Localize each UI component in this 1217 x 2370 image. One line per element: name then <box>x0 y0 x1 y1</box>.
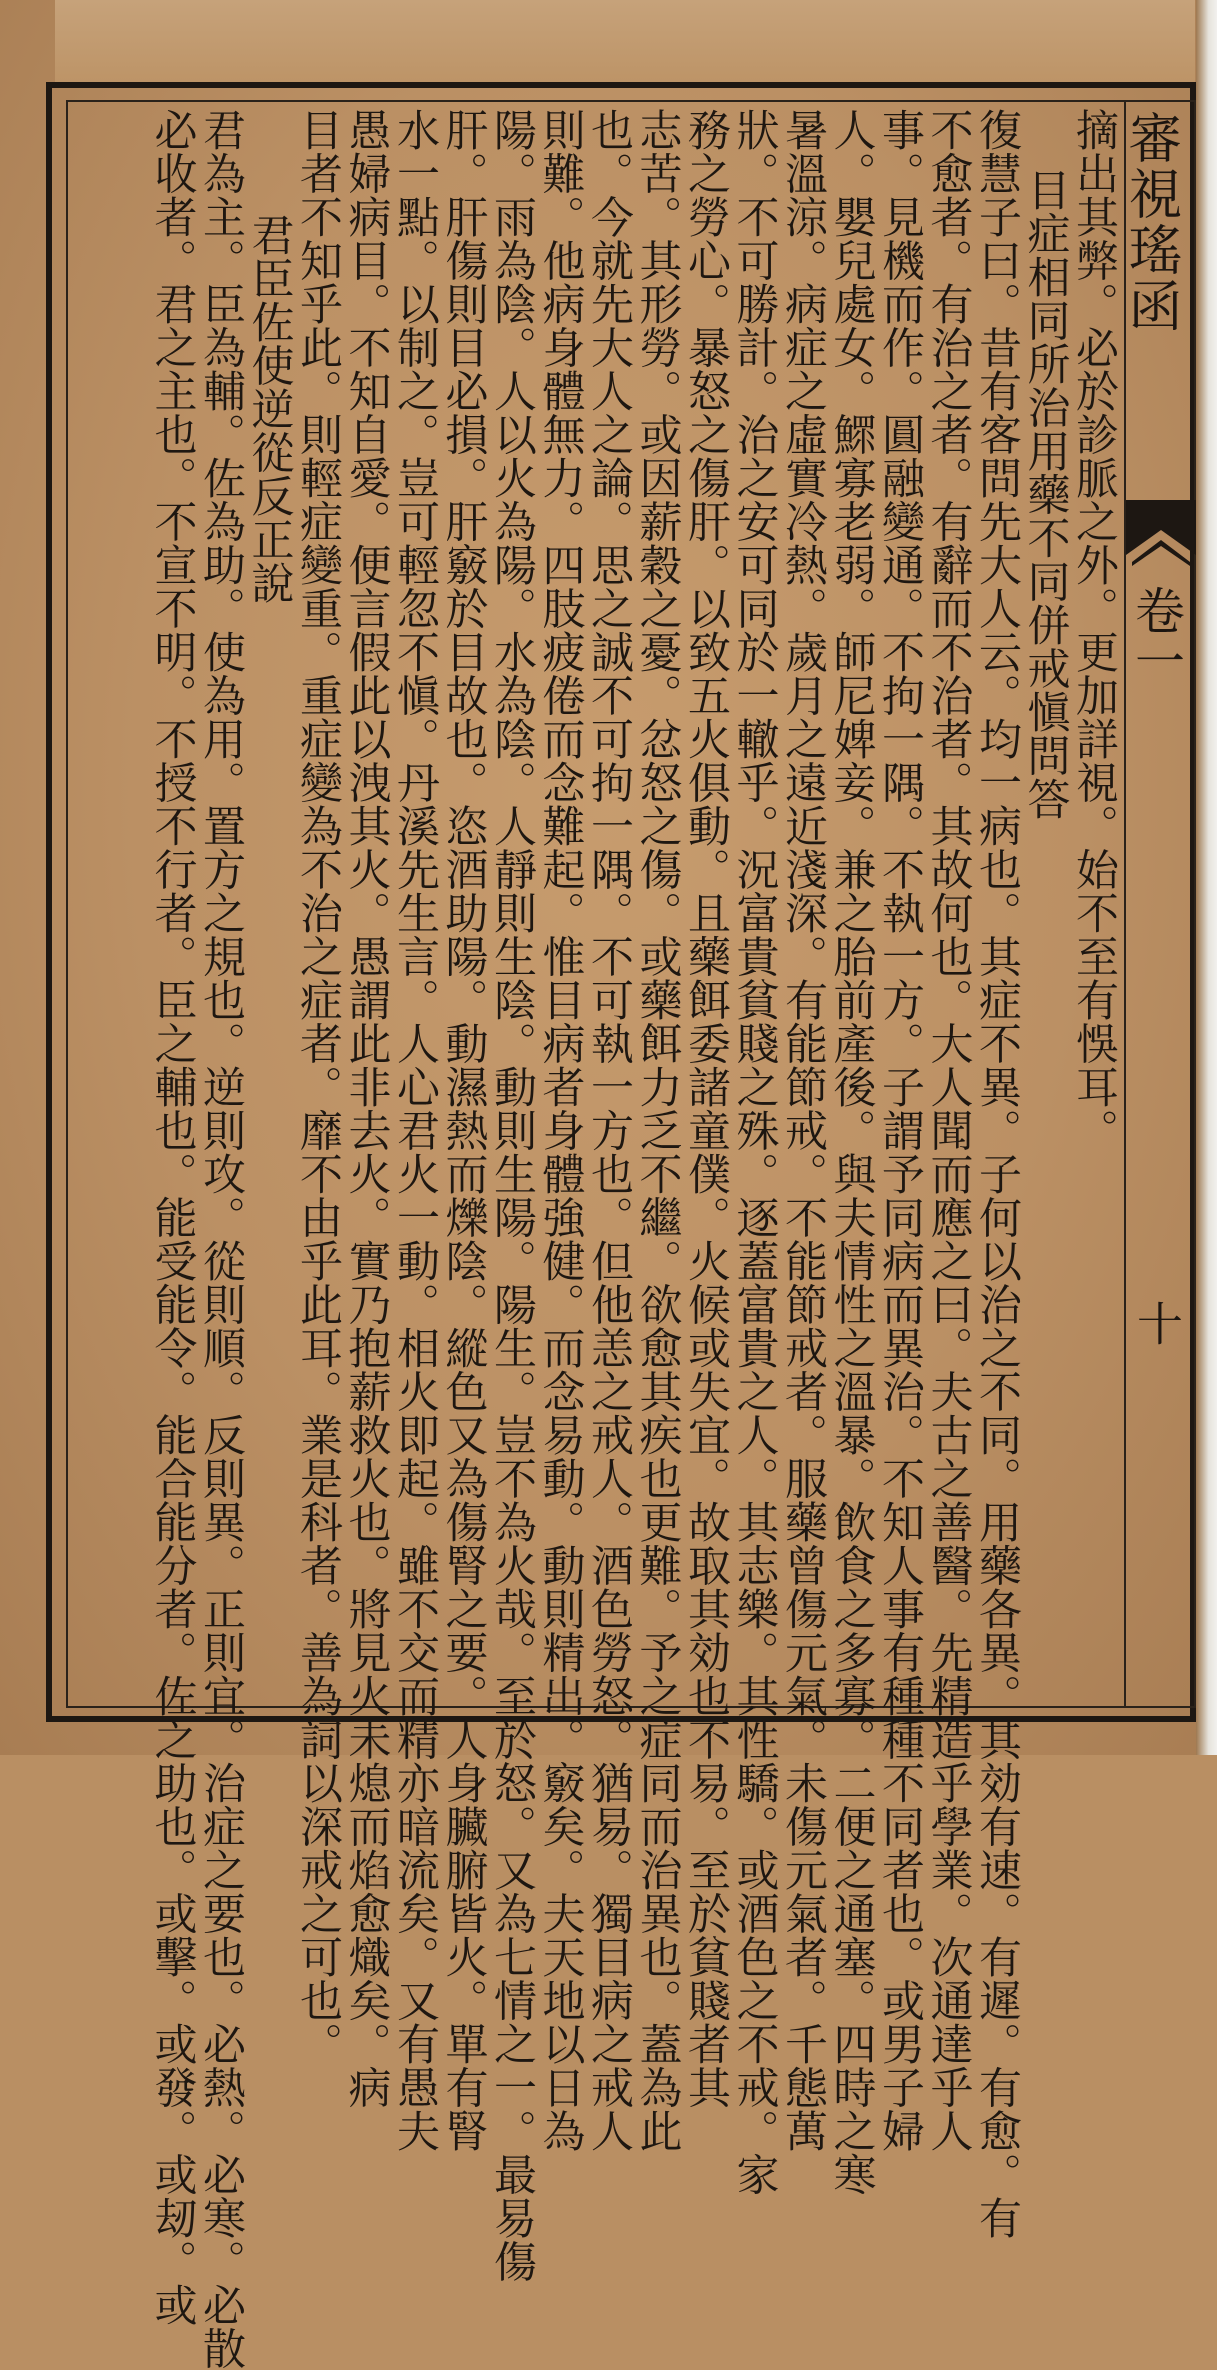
text-column: 暑溫涼。病症之虛實冷熱。歲月之遠近淺深。有能節戒。不能節戒者。服藥曾傷元氣。未傷元氣者。千態萬 <box>778 108 828 2153</box>
book-title: 審視瑤函 <box>1120 110 1183 334</box>
text-column: 事。見機而作。圓融變通。不拘一隅。不執一方。子謂予同病而異治。不知人事有種種不同者也。或男子婦 <box>875 108 925 2153</box>
text-column: 君為主。臣為輔。佐為助。使為用。置方之規也。逆則攻。從則順。反則異。正則宜。治症之要也。必熱。必寒。必散 <box>196 108 246 2370</box>
text-column: 狀。不可勝計。治之安可同於一轍乎。況富貴貧賤之殊。逐蓋富貴之人。其志樂。其性驕。或酒色之不戒。家 <box>729 108 780 2196</box>
volume-number: 卷一 <box>1127 585 1185 685</box>
text-column: 肝。肝傷則目必損。肝竅於目故也。恣酒助陽。動濕熱而爍陰。縱色又為傷腎之要。人身臟腑皆火。單有腎 <box>438 108 489 2153</box>
text-column: 也。今就先大人之論。思之誠不可拘一隅。不可執一方也。但他恙之戒人。酒色勞怒。猶易。獨目病之戒人 <box>584 108 634 2153</box>
text-column: 陽。雨為陰。人以火為陽。水為陰。人靜則生陰。動則生陽。陽生。豈不為火哉。至於怒。又為七情之一。最易傷 <box>487 108 537 2283</box>
text-column: 務之勞心。暴怒之傷肝。以致五火俱動。且藥餌委諸童僕。火候或失宜。故取其効也不易。至於貧賤者其 <box>681 108 731 2109</box>
top-margin-strip <box>55 0 1195 82</box>
fish-tail-mark <box>1126 500 1196 580</box>
text-column: 水一點。以制之。豈可輕忽不愼。丹溪先生言。人心君火一動。相火即起。雖不交而精亦暗流矣。又有愚夫 <box>390 108 440 2153</box>
text-column: 不愈者。有治之者。有辭而不治者。其故何也。大人聞而應之曰。夫古之善醫。先精造乎學業。次通達乎人 <box>923 108 974 2153</box>
text-column: 摘出其弊。必於診脈之外。更加詳視。始不至有悞耳。 <box>1069 108 1119 1152</box>
text-column: 目者不知乎此。則輕症變重。重症變為不治之症者。靡不由乎此耳。業是科者。善為詞以深戒之可也。 <box>293 108 343 2066</box>
text-column: 必收者。君之主也。不宣不明。不授不行者。臣之輔也。能受能令。能合能分者。佐之助也。或擊。或發。或刼。或 <box>147 108 198 2327</box>
section-heading: 目症相同所治用藥不同併戒愼問答 <box>1020 168 1071 821</box>
section-heading: 君臣佐使逆從反正說 <box>244 213 295 605</box>
text-column: 志苦。其形勞。或因薪穀之憂。忿怒之傷。或藥餌力乏不繼。欲愈其疾也更難。予之症同而治異也。蓋為此 <box>632 108 683 2153</box>
page-number: 十 <box>1130 1300 1184 1346</box>
text-column: 愚婦病目。不知自愛。便言假此以洩其火。愚謂此非去火。實乃抱薪救火也。將見火未熄而焰愈熾矣。病 <box>341 108 392 2109</box>
page-edge <box>1196 0 1217 1755</box>
text-column: 人。嬰兒處女。鰥寡老弱。師尼婢妾。兼之胎前產後。與夫情性之溫暴。飲食之多寡。二便之通塞。四時之寒 <box>826 108 877 2196</box>
text-column: 則難。他病身體無力。四肢疲倦而念難起。惟目病者身體強健。而念易動。動則精出。竅矣。夫天地以日為 <box>535 108 586 2153</box>
main-text-columns <box>78 108 1119 2370</box>
text-column: 復慧子曰。昔有客問先大人云。均一病也。其症不異。子何以治之不同。用藥各異。其効有速。有遲。有愈。有 <box>972 108 1022 2240</box>
